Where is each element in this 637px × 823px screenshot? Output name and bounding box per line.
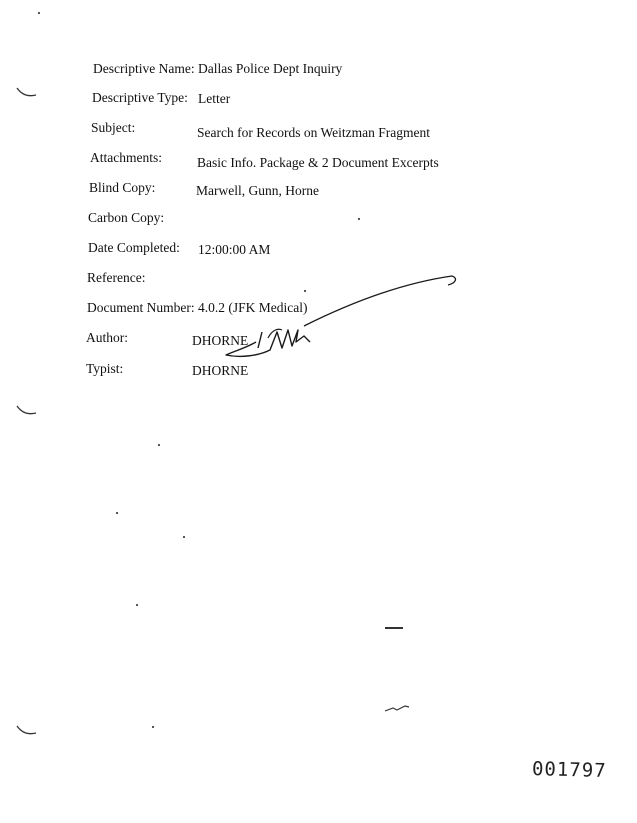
subject-value: Search for Records on Weitzman Fragment (197, 125, 430, 140)
date-completed-label: Date Completed: (88, 240, 180, 255)
binder-hole-mark (16, 86, 38, 100)
descriptive-type-label: Descriptive Type: (92, 90, 188, 105)
scan-speck (136, 604, 138, 606)
scan-speck (116, 512, 118, 514)
descriptive-type-value: Letter (198, 91, 231, 106)
carbon-copy-label: Carbon Copy: (88, 210, 165, 225)
scan-speck (358, 218, 360, 220)
scan-speck (183, 536, 185, 538)
document-number-row (87, 300, 307, 316)
descriptive-name-label: Descriptive Name: (93, 61, 195, 76)
scan-squiggle (383, 702, 411, 714)
typist-label: Typist: (86, 361, 124, 376)
scan-dash (385, 627, 403, 629)
descriptive-name-value: Dallas Police Dept Inquiry (197, 61, 343, 76)
date-completed-value: 12:00:00 AM (198, 242, 271, 257)
binder-hole-mark (16, 404, 38, 418)
scan-speck (158, 444, 160, 446)
author-value: DHORNE (192, 333, 249, 348)
author-label: Author: (86, 330, 128, 345)
typist-value: DHORNE (192, 363, 249, 378)
reference-label: Reference: (87, 270, 146, 285)
attachments-label: Attachments: (90, 150, 162, 165)
document-stamp-number: 001797 (531, 758, 607, 782)
scan-speck (38, 12, 40, 14)
scan-speck (152, 726, 154, 728)
binder-hole-mark (16, 724, 38, 738)
blind-copy-label: Blind Copy: (89, 180, 156, 195)
document-number-value: 4.0.2 (JFK Medical) (197, 300, 308, 315)
blind-copy-value: Marwell, Gunn, Horne (196, 183, 319, 198)
descriptive-name-row (93, 61, 342, 77)
attachments-value: Basic Info. Package & 2 Document Excerpts (197, 155, 439, 170)
document-number-label: Document Number: (87, 300, 195, 315)
scan-speck (304, 290, 306, 292)
subject-label: Subject: (91, 120, 136, 135)
